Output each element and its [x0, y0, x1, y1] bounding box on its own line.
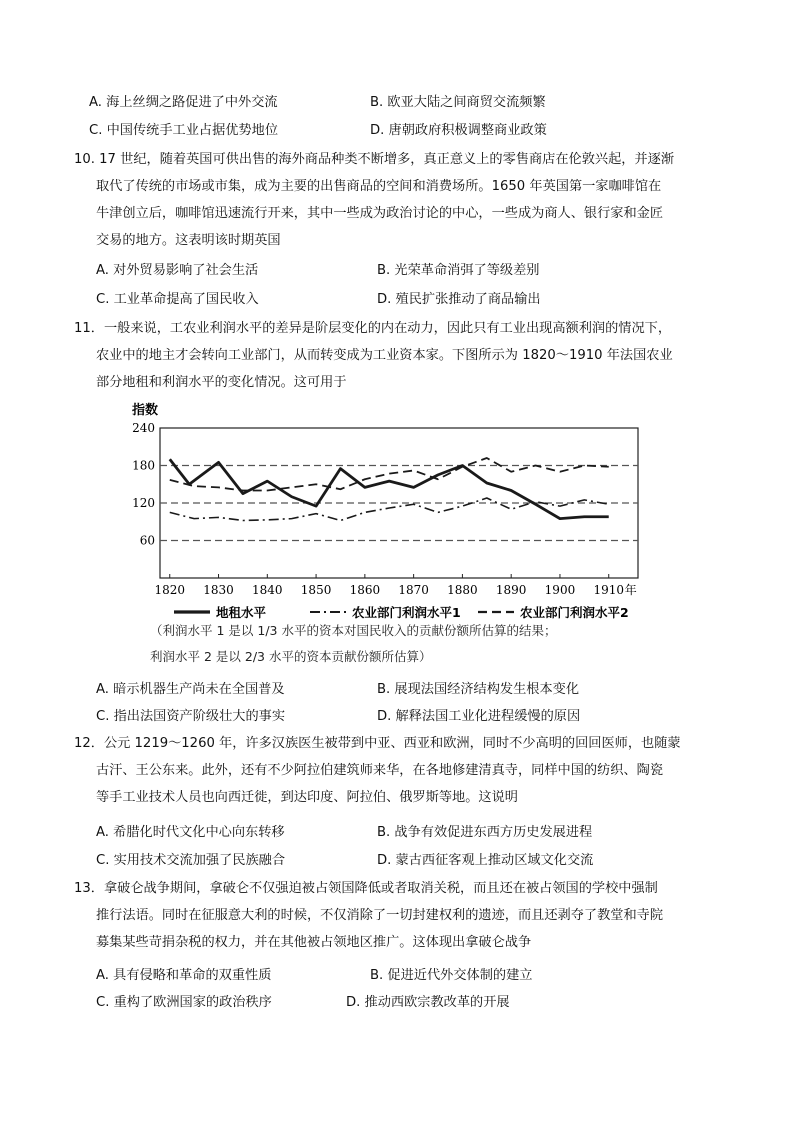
- q11-stem-line: 部分地租和利润水平的变化情况。这可用于: [96, 375, 347, 390]
- q13-option-d[interactable]: D. 推动西欧宗教改革的开展: [346, 995, 510, 1010]
- y-tick-label: 240: [132, 421, 155, 435]
- q13-stem-line: 13．拿破仑战争期间，拿破仑不仅强迫被占领国降低或者取消关税，而且还在被占领国的学校中强制: [74, 881, 658, 896]
- q10-stem-line: 取代了传统的市场或市集，成为主要的出售商品的空间和消费场所。1650 年英国第一家咖啡馆在: [96, 179, 662, 194]
- x-tick-label: 1860: [349, 583, 381, 597]
- q13-stem-line: 推行法语。同时在征服意大利的时候，不仅消除了一切封建权利的遗迹，而且还剥夺了教堂和寺院: [96, 908, 664, 923]
- q9-option-c[interactable]: C. 中国传统手工业占据优势地位: [89, 123, 279, 138]
- q10-stem-line: 牛津创立后，咖啡馆迅速流行开来，其中一些成为政治讨论的中心，一些成为商人、银行家和金匠: [96, 206, 664, 221]
- y-tick-label: 120: [132, 496, 155, 510]
- q12-option-b[interactable]: B. 战争有效促进东西方历史发展进程: [377, 825, 593, 840]
- x-tick-label: 1820: [154, 583, 186, 597]
- series-lines: [170, 458, 609, 521]
- x-tick-label: 1900: [544, 583, 576, 597]
- q9-option-a[interactable]: A. 海上丝绸之路促进了中外交流: [89, 95, 278, 110]
- x-tick-label: 1830: [203, 583, 234, 597]
- q12-stem-line: 古汗、王公东来。此外，还有不少阿拉伯建筑师来华，在各地修建清真寺，同样中国的纺织、陶瓷: [96, 763, 664, 778]
- q12-stem-line: 等手工业技术人员也向西迁徙，到达印度、阿拉伯、俄罗斯等地。这说明: [96, 790, 518, 805]
- q11-stem-line: 11．一般来说，工农业利润水平的差异是阶层变化的内在动力，因此只有工业出现高额利润的情况下，: [74, 321, 672, 336]
- q13-stem-line: 募集某些苛捐杂税的权力，并在其他被占领地区推广。这体现出拿破仑战争: [96, 935, 532, 950]
- q12-option-d[interactable]: D. 蒙古西征客观上推动区域文化交流: [377, 853, 594, 868]
- y-tick-label: 60: [139, 533, 155, 548]
- q10-option-b[interactable]: B. 光荣革命消弭了等级差别: [377, 263, 540, 278]
- q12-option-a[interactable]: A. 希腊化时代文化中心向东转移: [96, 825, 285, 840]
- x-tick-label: 1870: [398, 583, 429, 597]
- chart-legend: [174, 605, 629, 620]
- q13-option-a[interactable]: A. 具有侵略和革命的双重性质: [96, 968, 272, 983]
- q12-option-c[interactable]: C. 实用技术交流加强了民族融合: [96, 853, 286, 868]
- y-axis-label: 指数: [132, 403, 159, 418]
- q11-option-a[interactable]: A. 暗示机器生产尚未在全国普及: [96, 682, 285, 697]
- x-tick-label: 1890: [495, 583, 527, 597]
- q10-option-a[interactable]: A. 对外贸易影响了社会生活: [96, 263, 259, 278]
- q10-stem-line: 10. 17 世纪，随着英国可供出售的海外商品种类不断增多，真正意义上的零售商店在伦敦兴起，并逐渐: [74, 152, 675, 167]
- series-line-solid: [170, 459, 609, 518]
- x-tick-label: 1850: [300, 583, 332, 597]
- x-tick-label: 1880: [447, 583, 478, 597]
- legend-label: 农业部门利润水平1: [352, 605, 461, 620]
- q11-option-d[interactable]: D. 解释法国工业化进程缓慢的原因: [377, 709, 581, 724]
- q13-option-b[interactable]: B. 促进近代外交体制的建立: [370, 968, 533, 983]
- y-tick-labels: [132, 421, 155, 548]
- q11-option-b[interactable]: B. 展现法国经济结构发生根本变化: [377, 682, 580, 697]
- chart-note-line: （利润水平 1 是以 1/3 水平的资本对国民收入的贡献份额所估算的结果；: [150, 623, 557, 638]
- x-tick-label: 1840: [252, 583, 283, 597]
- q9-option-d[interactable]: D. 唐朝政府积极调整商业政策: [370, 123, 547, 138]
- q10-option-d[interactable]: D. 殖民扩张推动了商品输出: [377, 292, 541, 307]
- q10-stem-line: 交易的地方。这表明该时期英国: [96, 233, 281, 248]
- y-tick-label: 180: [132, 458, 155, 473]
- q11-stem-line: 农业中的地主才会转向工业部门，从而转变成为工业资本家。下图所示为 1820～1910 年法国农业: [96, 348, 673, 363]
- chart-note-line: 利润水平 2 是以 2/3 水平的资本贡献份额所估算）: [150, 649, 432, 664]
- legend-label: 地租水平: [216, 605, 267, 620]
- q12-stem-line: 12．公元 1219～1260 年，许多汉族医生被带到中亚、西亚和欧洲，同时不少高明的回回医师，也随蒙: [74, 736, 681, 751]
- x-axis-label: 年: [624, 583, 637, 597]
- q13-option-c[interactable]: C. 重构了欧洲国家的政治秩序: [96, 995, 272, 1010]
- q11-option-c[interactable]: C. 指出法国资产阶级壮大的事实: [96, 709, 286, 724]
- q10-option-c[interactable]: C. 工业革命提高了国民收入: [96, 292, 259, 307]
- legend-label: 农业部门利润水平2: [520, 605, 629, 620]
- x-tick-label: 1910: [593, 583, 625, 597]
- reference-lines: [160, 466, 638, 541]
- q9-option-b[interactable]: B. 欧亚大陆之间商贸交流频繁: [370, 95, 546, 110]
